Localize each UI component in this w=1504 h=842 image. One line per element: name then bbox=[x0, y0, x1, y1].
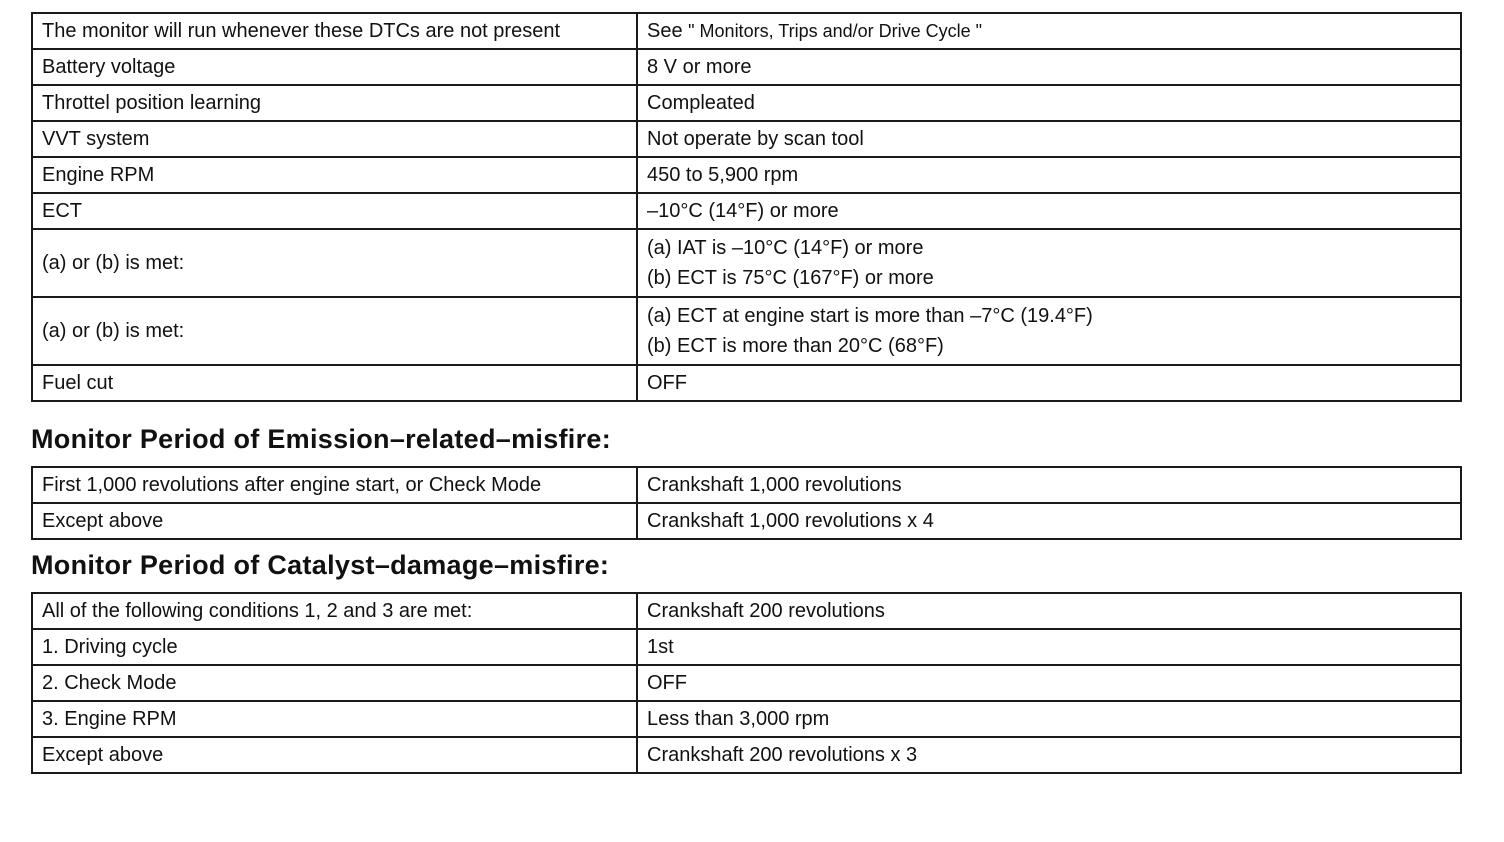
condition-value: Not operate by scan tool bbox=[637, 121, 1461, 157]
condition-value bbox=[637, 229, 1461, 297]
condition-value: –10°C (14°F) or more bbox=[637, 193, 1461, 229]
period-label: Except above bbox=[32, 737, 637, 773]
condition-label: Fuel cut bbox=[32, 365, 637, 401]
condition-value bbox=[637, 13, 1461, 49]
period-label: 3. Engine RPM bbox=[32, 701, 637, 737]
monitors-trips-reference: " Monitors, Trips and/or Drive Cycle " bbox=[688, 21, 983, 41]
table-row bbox=[32, 121, 1461, 157]
period-value: 1st bbox=[637, 629, 1461, 665]
table-row bbox=[32, 229, 1461, 297]
table-row bbox=[32, 297, 1461, 365]
condition-value-line: (a) ECT at engine start is more than –7°C (19.4°F) bbox=[647, 305, 1093, 327]
condition-label: The monitor will run whenever these DTCs are not present bbox=[32, 13, 637, 49]
condition-value: 8 V or more bbox=[637, 49, 1461, 85]
monitor-conditions-table bbox=[31, 12, 1462, 402]
emission-misfire-table bbox=[31, 466, 1462, 540]
table-row bbox=[32, 49, 1461, 85]
condition-label: Engine RPM bbox=[32, 157, 637, 193]
condition-label: ECT bbox=[32, 193, 637, 229]
condition-label: (a) or (b) is met: bbox=[32, 229, 637, 297]
condition-value: OFF bbox=[637, 365, 1461, 401]
period-value: Crankshaft 1,000 revolutions x 4 bbox=[637, 503, 1461, 539]
table-row bbox=[32, 665, 1461, 701]
table-row bbox=[32, 193, 1461, 229]
table-row bbox=[32, 737, 1461, 773]
table-row bbox=[32, 157, 1461, 193]
condition-label: (a) or (b) is met: bbox=[32, 297, 637, 365]
period-label: All of the following conditions 1, 2 and 3 are met: bbox=[32, 593, 637, 629]
period-value: OFF bbox=[637, 665, 1461, 701]
table-row bbox=[32, 13, 1461, 49]
period-value: Crankshaft 1,000 revolutions bbox=[637, 467, 1461, 503]
condition-label: Battery voltage bbox=[32, 49, 637, 85]
period-label: First 1,000 revolutions after engine start, or Check Mode bbox=[32, 467, 637, 503]
period-label: 2. Check Mode bbox=[32, 665, 637, 701]
condition-value-line: (a) IAT is –10°C (14°F) or more bbox=[647, 237, 924, 259]
table-row bbox=[32, 85, 1461, 121]
period-value: Less than 3,000 rpm bbox=[637, 701, 1461, 737]
table-row bbox=[32, 629, 1461, 665]
catalyst-misfire-table bbox=[31, 592, 1462, 774]
table-row bbox=[32, 701, 1461, 737]
condition-value-line: (b) ECT is 75°C (167°F) or more bbox=[647, 267, 934, 289]
condition-value: 450 to 5,900 rpm bbox=[637, 157, 1461, 193]
condition-value-line: (b) ECT is more than 20°C (68°F) bbox=[647, 335, 944, 357]
condition-label: Throttel position learning bbox=[32, 85, 637, 121]
period-value: Crankshaft 200 revolutions bbox=[637, 593, 1461, 629]
table-row bbox=[32, 467, 1461, 503]
period-label: Except above bbox=[32, 503, 637, 539]
table-row bbox=[32, 365, 1461, 401]
condition-value: Compleated bbox=[637, 85, 1461, 121]
period-label: 1. Driving cycle bbox=[32, 629, 637, 665]
condition-label: VVT system bbox=[32, 121, 637, 157]
period-value: Crankshaft 200 revolutions x 3 bbox=[637, 737, 1461, 773]
emission-misfire-heading: Monitor Period of Emission–related–misfire: bbox=[31, 424, 612, 454]
condition-value bbox=[637, 297, 1461, 365]
table-row bbox=[32, 593, 1461, 629]
catalyst-misfire-heading: Monitor Period of Catalyst–damage–misfire: bbox=[31, 550, 610, 580]
table-row bbox=[32, 503, 1461, 539]
condition-value-prefix: See bbox=[647, 20, 689, 42]
